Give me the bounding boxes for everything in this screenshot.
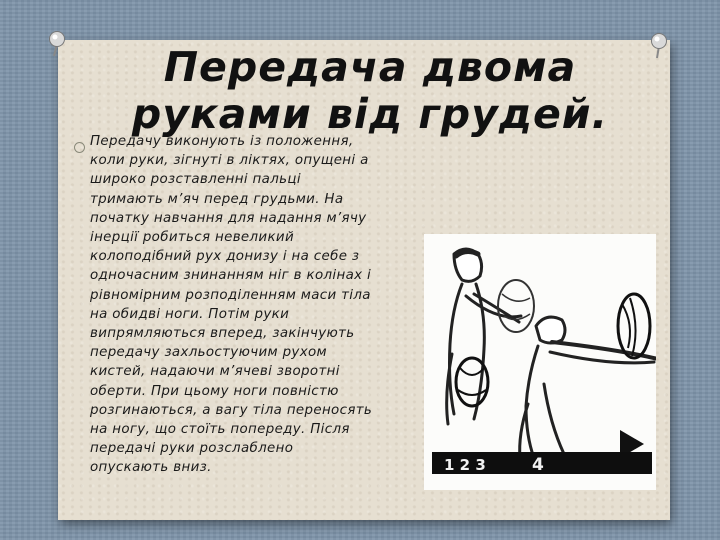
phase-label-right: 4 xyxy=(532,455,544,475)
ball-position-3 xyxy=(618,294,650,358)
pushpin-icon xyxy=(650,32,668,60)
chest-pass-illustration xyxy=(424,234,656,490)
pushpin-icon xyxy=(48,30,66,58)
ball-position-2 xyxy=(456,358,488,406)
phase-labels-left: 1 2 3 xyxy=(444,456,486,474)
slide-title: Передача двома руками від грудей. xyxy=(131,43,609,138)
slide-body-text: Передачу виконують із положення, коли руки, зігнуті в ліктях, опущені а широко розставленні пальці тримають м’яч перед грудьми. На початку навчання для надання м’ячу інерції робиться невеликий колоподібний рух донизу і на себе з одночасним знинанням ніг в колінах і рівномірним розподіленням маси тіла на обидві ноги. Потім руки випрямляються вперед, закінчують передачу захльостуючим рухом кистей, надаючи м’ячеві зворотні оберти. При цьому ноги повністю розгинаються, а вагу тіла переносять на ногу, що стоїть попереду. Після передачі руки розслаблено опускають вниз. xyxy=(90,134,373,476)
circle-bullet-icon xyxy=(74,142,85,153)
ball-position-1 xyxy=(498,280,534,332)
